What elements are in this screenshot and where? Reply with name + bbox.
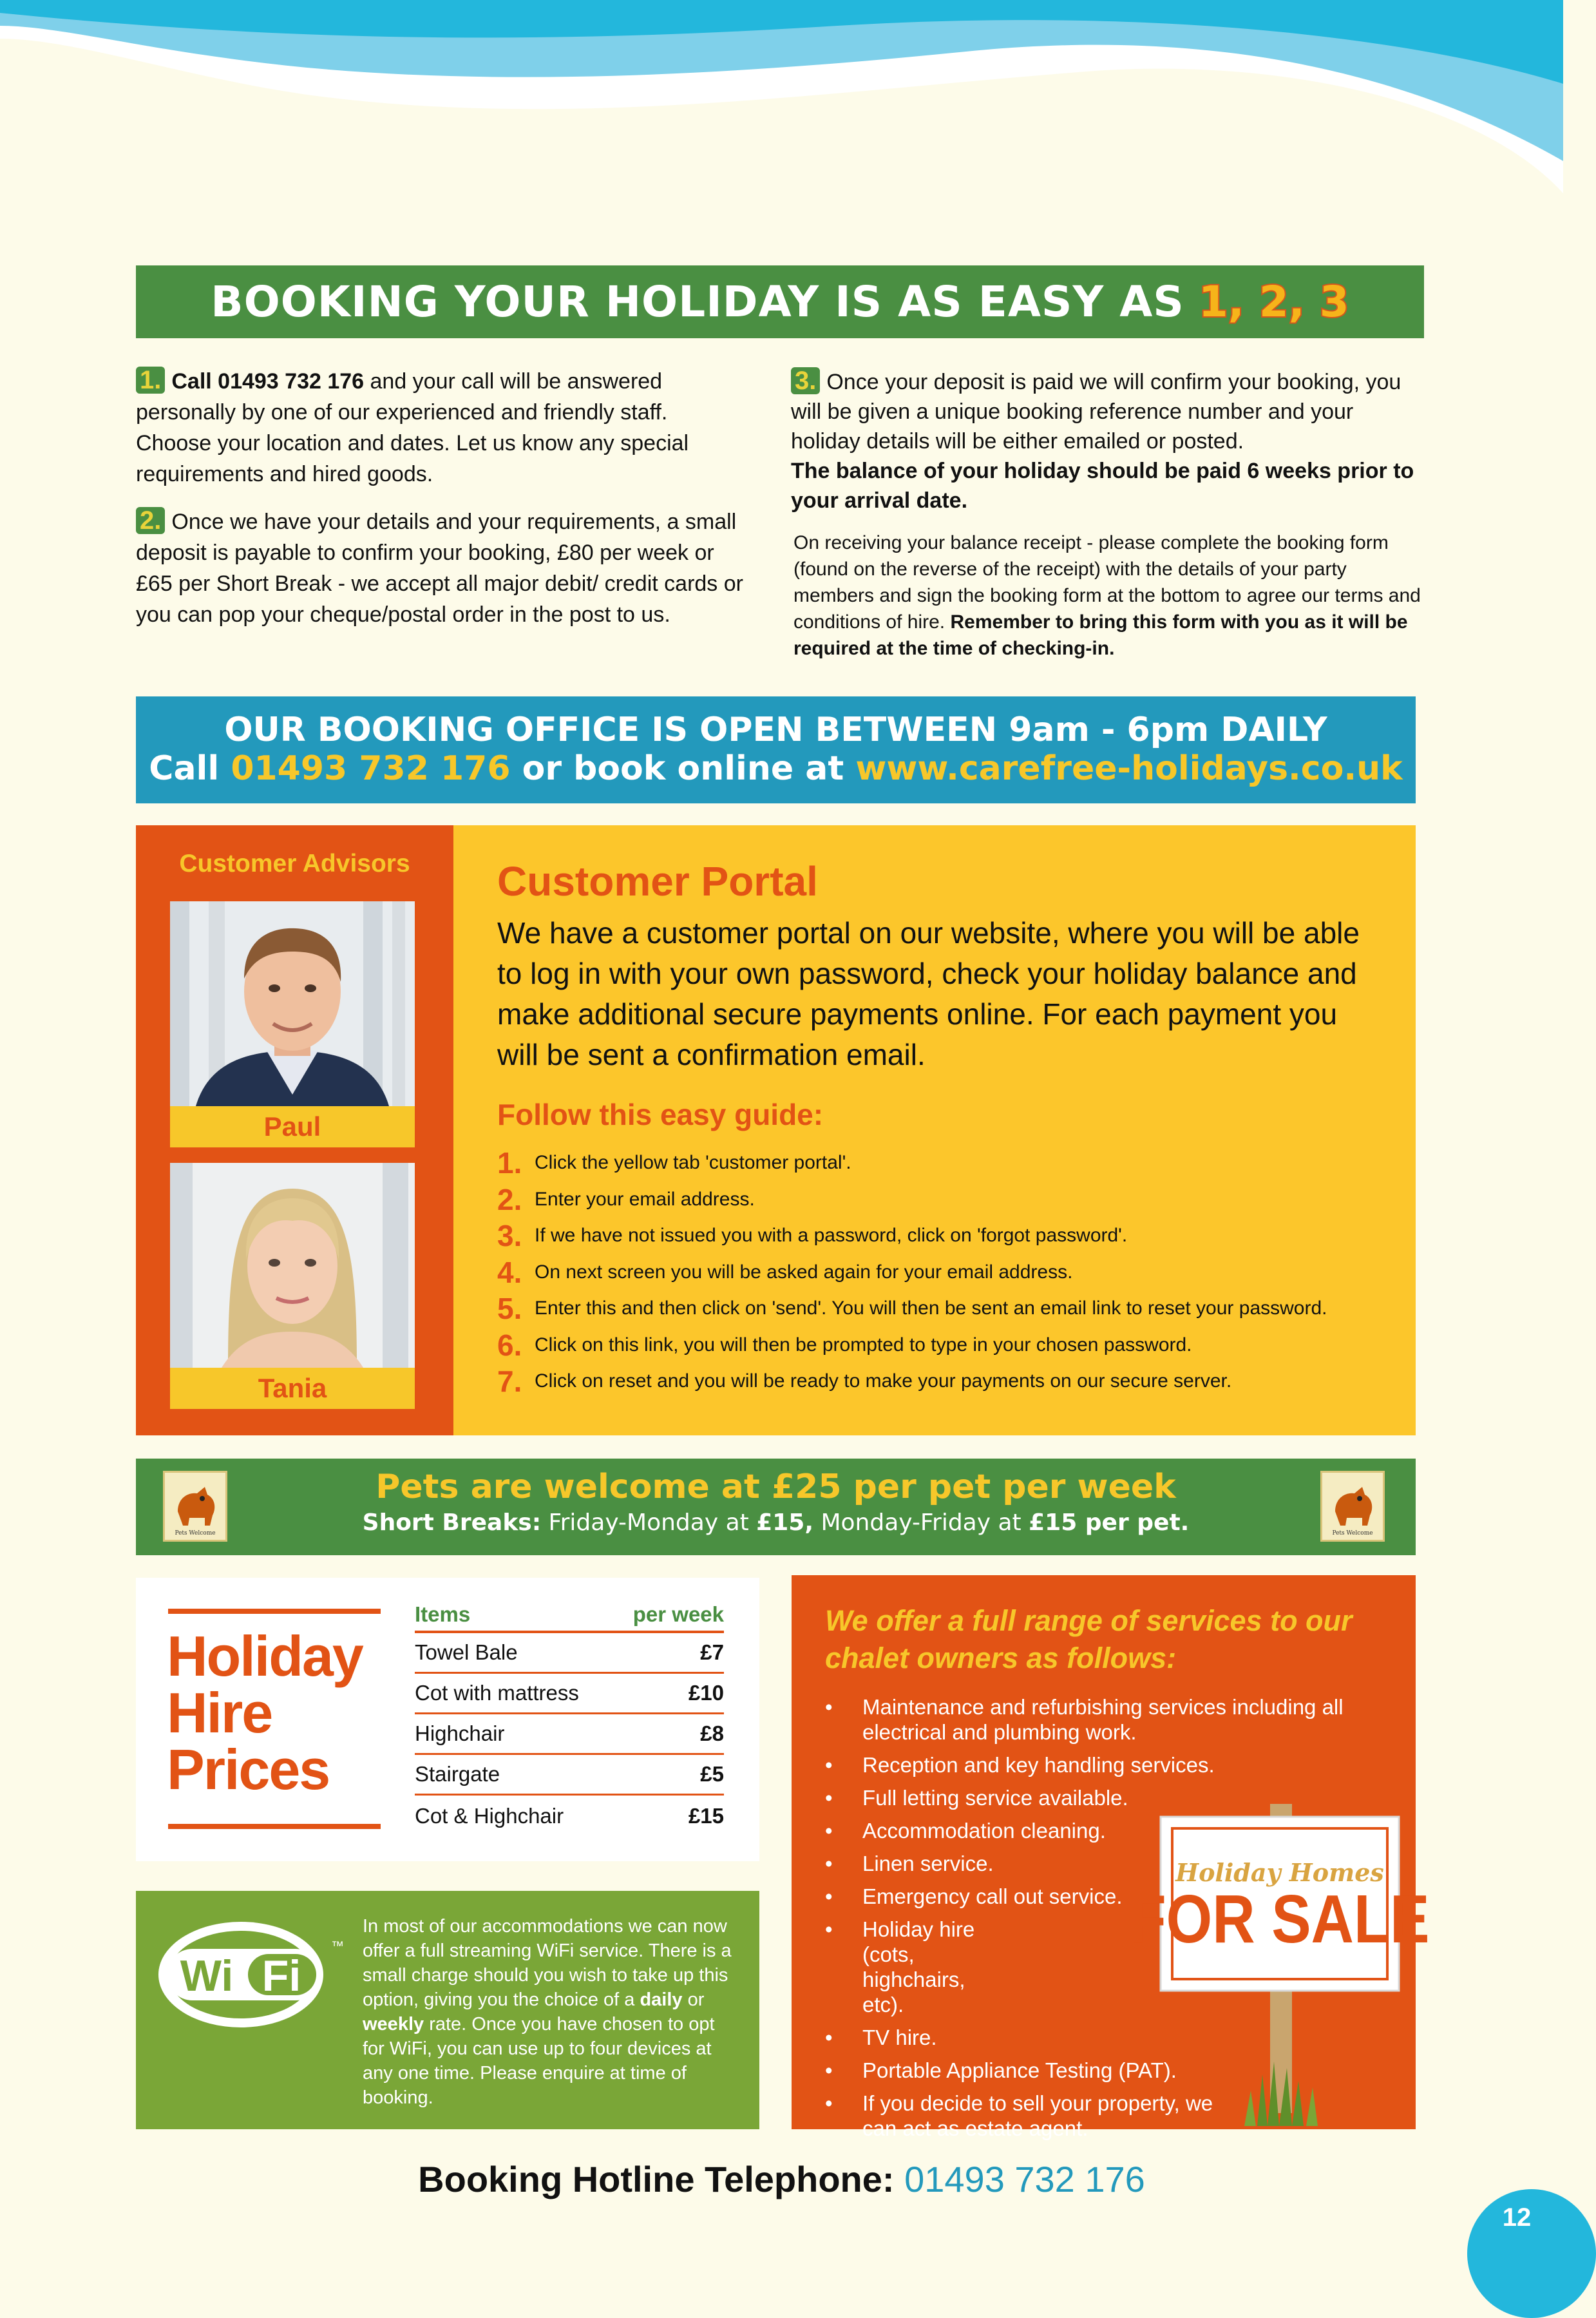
service-item: • TV hire. — [825, 2025, 1392, 2050]
advisor-name-tania: Tania — [170, 1368, 415, 1409]
guide-list — [497, 1145, 1399, 1400]
page-title: BOOKING YOUR HOLIDAY IS AS EASY AS — [211, 277, 1184, 327]
portal-title: Customer Portal — [497, 858, 818, 905]
guide-step — [497, 1182, 1399, 1218]
guide-step-text: Click on reset and you will be ready to make your payments on our secure server. — [535, 1370, 1232, 1392]
svg-text:Fi: Fi — [261, 1951, 301, 2000]
guide-step-text: Enter this and then click on 'send'. You will then be sent an email link to reset your password. — [535, 1298, 1327, 1319]
table-header — [415, 1602, 724, 1633]
guide-step-number: 3. — [497, 1219, 522, 1253]
guide-step — [497, 1290, 1399, 1327]
title-banner — [136, 265, 1424, 338]
hire-title-line: Hire — [167, 1681, 272, 1745]
guide-step — [497, 1363, 1399, 1400]
table-row — [415, 1714, 724, 1755]
hire-item: Cot with mattress — [415, 1681, 579, 1705]
step-3-badge: 3. — [791, 367, 820, 394]
top-wave-decoration — [0, 0, 1563, 193]
hire-item: Towel Bale — [415, 1640, 518, 1664]
step-1-badge: 1. — [136, 367, 165, 394]
hire-price: £15 — [688, 1803, 724, 1828]
hire-item: Stairgate — [415, 1762, 500, 1786]
step-2-text: Once we have your details and your requirements, a small deposit is payable to confirm your booking, £80 per week or £65 per Short Break - we accept all major debit/ credit cards or you can pop your cheque/postal order in the post to us. — [136, 510, 743, 627]
hire-title-line: Prices — [167, 1738, 330, 1801]
step-1-text: and your call will be answered personally by one of our experienced and friendly staff. Choose your location and dates. Let us know any special requirements and hired goods. — [136, 369, 689, 486]
hotline-label: Booking Hotline Telephone: — [418, 2159, 895, 2199]
short-breaks-mon-fri-price: £15 per pet. — [1029, 1509, 1190, 1536]
pets-welcome-icon — [163, 1471, 227, 1542]
portal-description: We have a customer portal on our website, where you will be able to log in with your own password, check your holiday balance and make additional secure payments online. For each payment you will be sent a confirmation email. — [497, 916, 1360, 1071]
short-breaks-label: Short Breaks: — [362, 1509, 542, 1536]
office-hours-text: OUR BOOKING OFFICE IS OPEN BETWEEN 9am - 6pm DAILY — [224, 711, 1327, 749]
svg-text:Holiday Homes: Holiday Homes — [1175, 1858, 1384, 1887]
service-item: • Holiday hire (cots, highchairs, etc). — [825, 1917, 1012, 2017]
guide-step — [497, 1327, 1399, 1364]
wifi-text-part: rate. Once you have chosen to opt for WiFi, you can use up to four devices at any one time. Please enquire at time of booking. — [363, 2014, 715, 2108]
website-link[interactable]: www.carefree-holidays.co.uk — [855, 749, 1403, 788]
hire-price: £8 — [700, 1721, 724, 1745]
hire-prices-panel — [136, 1578, 759, 1861]
svg-text:™: ™ — [331, 1939, 344, 1953]
office-hours-banner — [136, 696, 1416, 803]
guide-step-text: Click on this link, you will then be prompted to type in your chosen password. — [535, 1334, 1192, 1355]
step-1 — [136, 366, 748, 490]
guide-step-text: If we have not issued you with a password, click on 'forgot password'. — [535, 1225, 1128, 1247]
pets-price-text: Pets are welcome at £25 per pet per week — [375, 1468, 1176, 1506]
office-contact-line — [136, 749, 1416, 788]
svg-text:FOR SALE: FOR SALE — [1130, 1881, 1430, 1958]
hire-prices-title — [167, 1624, 392, 1801]
hire-price: £7 — [700, 1640, 724, 1664]
advisor-name-paul: Paul — [170, 1106, 415, 1147]
guide-step — [497, 1254, 1399, 1291]
wifi-description — [363, 1914, 736, 2110]
step-1-lead: Call 01493 732 176 — [171, 369, 365, 394]
short-breaks-fri-mon: Friday-Monday at — [541, 1509, 757, 1536]
services-title: We offer a full range of services to our chalet owners as follows: — [825, 1604, 1353, 1674]
wifi-text-part: or — [682, 1989, 705, 2010]
step-2 — [136, 506, 748, 630]
page-number: 12 — [1502, 2203, 1532, 2232]
service-item: • Emergency call out service. — [825, 1884, 1392, 1909]
column-header-per-week: per week — [632, 1602, 724, 1626]
service-item: • Maintenance and refurbishing services including all electrical and plumbing work. — [825, 1694, 1392, 1745]
pets-banner — [136, 1459, 1416, 1555]
service-item: • Accommodation cleaning. — [825, 1818, 1392, 1843]
for-sale-sign — [1130, 1804, 1430, 2126]
svg-text:Pets Welcome: Pets Welcome — [175, 1530, 216, 1537]
wifi-weekly: weekly — [363, 2014, 424, 2035]
wifi-panel — [136, 1891, 759, 2129]
step-3 — [791, 367, 1422, 515]
advisors-title: Customer Advisors — [179, 850, 410, 877]
wifi-daily: daily — [640, 1989, 683, 2010]
call-label: Call — [149, 749, 231, 788]
hire-prices-table — [415, 1602, 724, 1836]
table-row — [415, 1633, 724, 1674]
wifi-text-part: In most of our accommodations we can now offer a full streaming WiFi service. There is a small charge should you wish to take up this option, giving you the choice of a — [363, 1916, 732, 2010]
column-header-items: Items — [415, 1602, 471, 1626]
advisor-photo-paul — [170, 901, 415, 1106]
guide-step-number: 2. — [497, 1182, 522, 1216]
receipt-note-bold: Remember to bring this form with you as it will be required at the time of checking-in. — [793, 611, 1408, 659]
table-row — [415, 1674, 724, 1714]
advisor-photo-tania — [170, 1163, 415, 1368]
hire-price: £10 — [688, 1681, 724, 1705]
guide-step — [497, 1218, 1399, 1254]
title-numbers: 1, 2, 3 — [1198, 277, 1349, 327]
wifi-logo — [154, 1917, 347, 2045]
booking-hotline — [0, 2158, 1563, 2200]
hire-item: Highchair — [415, 1721, 505, 1745]
guide-step-number: 1. — [497, 1146, 522, 1180]
step-2-badge: 2. — [136, 507, 165, 534]
hire-divider-bottom — [168, 1824, 381, 1829]
guide-step-text: Enter your email address. — [535, 1188, 755, 1210]
guide-step-number: 7. — [497, 1365, 522, 1399]
online-label: or book online at — [510, 749, 856, 788]
guide-step — [497, 1145, 1399, 1182]
service-item: • Portable Appliance Testing (PAT). — [825, 2058, 1392, 2083]
customer-advisors-panel — [136, 825, 453, 1435]
hire-divider-top — [168, 1609, 381, 1614]
short-breaks-mon-fri: Monday-Friday at — [813, 1509, 1029, 1536]
guide-step-number: 6. — [497, 1328, 522, 1362]
pets-welcome-icon — [1320, 1471, 1385, 1542]
hire-item: Cot & Highchair — [415, 1803, 564, 1828]
customer-portal-panel — [453, 825, 1416, 1435]
service-item: • If you decide to sell your property, we can act as estate agent. — [825, 2091, 1224, 2141]
office-phone-link[interactable]: 01493 732 176 — [231, 749, 511, 788]
hire-title-line: Holiday — [167, 1624, 363, 1688]
svg-text:Wi: Wi — [180, 1951, 234, 2000]
hotline-phone-link[interactable]: 01493 732 176 — [904, 2159, 1145, 2199]
guide-step-text: Click the yellow tab 'customer portal'. — [535, 1152, 851, 1174]
svg-text:Pets Welcome: Pets Welcome — [1332, 1530, 1373, 1537]
hire-price: £5 — [700, 1762, 724, 1786]
step-3-balance-note: The balance of your holiday should be paid 6 weeks prior to your arrival date. — [791, 459, 1414, 513]
step-3-text: Once your deposit is paid we will confirm your booking, you will be given a unique booking reference number and your holiday details will be either emailed or posted. — [791, 370, 1401, 454]
service-item: • Full letting service available. — [825, 1785, 1392, 1810]
guide-title: Follow this easy guide: — [497, 1098, 824, 1131]
guide-step-number: 4. — [497, 1255, 522, 1289]
receipt-note-text: On receiving your balance receipt - please complete the booking form (found on the reverse of the receipt) with the details of your party members and sign the booking form at the bottom to agree our terms and conditions of hire. — [793, 532, 1421, 633]
table-row — [415, 1755, 724, 1796]
guide-step-text: On next screen you will be asked again for your email address. — [535, 1261, 1073, 1283]
short-breaks-text — [136, 1508, 1416, 1538]
short-breaks-fri-mon-price: £15, — [756, 1509, 814, 1536]
table-row — [415, 1796, 724, 1836]
service-item: • Linen service. — [825, 1851, 1392, 1876]
guide-step-number: 5. — [497, 1292, 522, 1326]
service-item: • Reception and key handling services. — [825, 1752, 1392, 1777]
step-3-receipt-note — [793, 530, 1425, 662]
